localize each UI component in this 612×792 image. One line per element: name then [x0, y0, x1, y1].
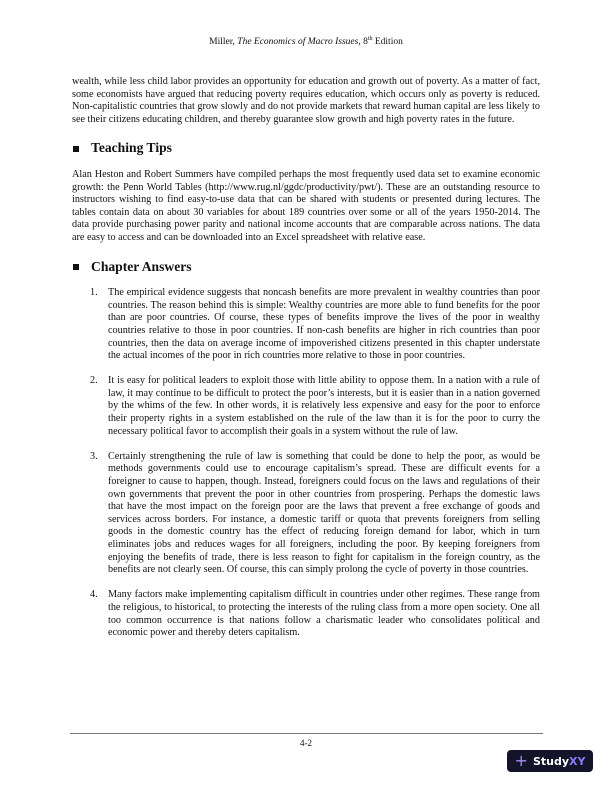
- answer-number: 1.: [90, 287, 98, 299]
- header-edition-sup: th: [367, 36, 373, 42]
- page-content: [72, 76, 540, 652]
- answer-number: 4.: [90, 589, 98, 601]
- page-number: 4-2: [300, 738, 312, 748]
- header-author: Miller,: [209, 37, 238, 48]
- intro-paragraph: wealth, while less child labor provides an opportunity for education and growth out of poverty. As a matter of fact, some economists have argued that reducing poverty requires education, which occurs only as poverty is reduced. Non-capitalistic countries that grow slowly and do not provide markets that reward human capital are less likely to see their citizens educating children, and thereby guarantee slow growth and high poverty rates in the future.: [72, 76, 540, 125]
- header-edition-suffix: Edition: [372, 37, 403, 48]
- square-bullet-icon: [73, 146, 79, 152]
- answer-number: 2.: [90, 375, 98, 387]
- answer-item: [72, 375, 540, 438]
- answer-text: Certainly strengthening the rule of law is something that could be done to help the poor, as would be methods governments could use to encourage capitalism’s spread. These are difficult events for a foreigner to cause to happen, though. Instead, foreigners could focus on the laws and regulations of their own governments that prevent the poor in other countries from prospering. Perhaps the domestic laws that have the most impact on the foreign poor are the laws that prevent a free exchange of goods and services across borders. For instance, a domestic tariff or quota that prevents foreigners from selling goods in the domestic country has the effect of reducing foreign demand for labor, which in turn eliminates jobs and reduces wages for all foreigners, including the poor. By keeping foreigners from enjoying the benefits of trade, there is less reason to fight for capitalism in the foreign country, as the benefits are not clearly seen. Of course, this can simply prolong the cycle of poverty in those countries.: [108, 450, 540, 576]
- teaching-tips-heading: [72, 142, 540, 155]
- footer-divider: [70, 733, 543, 734]
- answer-text: Many factors make implementing capitalism difficult in countries under other regimes. These range from the religious, to historical, to protecting the interests of the ruling class from a more open society. One all too common occurrence is that nations follow a charismatic leader who consolidates political and economic power and thereby deters capitalism.: [108, 589, 540, 639]
- header-edition-prefix: , 8: [358, 37, 368, 48]
- badge-label-accent: XY: [569, 754, 586, 768]
- running-header: [0, 36, 612, 47]
- badge-label-main: Study: [532, 754, 569, 768]
- chapter-answers-list: [72, 287, 540, 640]
- chapter-answers-heading: [72, 258, 540, 274]
- answer-item: [72, 287, 540, 363]
- square-bullet-icon: [73, 264, 79, 270]
- studyxy-badge[interactable]: [507, 750, 593, 772]
- plus-icon: +: [514, 751, 528, 770]
- teaching-tips-title: Teaching Tips: [91, 140, 172, 156]
- answer-text: The empirical evidence suggests that noncash benefits are more prevalent in wealthy countries than poor countries. The reason behind this is simple: Wealthy countries are more able to fund benefits for the poor than are poor countries. Of course, these types of benefits improve the lives of the poor in wealthy countries relative to those in poor countries. If non-cash benefits are higher in rich countries than poor countries, then the data on average income of impoverished citizens presented in this chapter understate the actual incomes of the poor in rich countries more relative to those in poor countries.: [108, 287, 540, 362]
- answer-item: [72, 451, 540, 577]
- answer-item: [72, 589, 540, 639]
- header-book-title: The Economics of Macro Issues: [237, 37, 359, 48]
- answer-text: It is easy for political leaders to exploit those with little ability to oppose them. In a nation with a rule of law, it may continue to be difficult to protect the poor’s interests, but it is easier than in a nation governed by the whims of the few. In other words, it is relatively less expensive and easy for the poor to enforce their property rights in a system established on the rule of the law than it is for the poor to curry the necessary political favor to accomplish their goals in a system without the rule of law.: [108, 375, 540, 437]
- answer-number: 3.: [90, 450, 98, 462]
- teaching-tips-body: Alan Heston and Robert Summers have compiled perhaps the most frequently used data set to examine economic growth: the Penn World Tables (http://www.rug.nl/ggdc/productivity/pwt/). These are an outstanding resource to instructors wishing to find easy-to-use data that can be shared with students or presented during lectures. The tables contain data on about 30 variables for about 189 countries over some or all of the years 1950-2014. The data provide purchasing power parity and national income accounts that are comparable across nations. The data are easy to access and can be downloaded into an Excel spreadsheet with relative ease.: [72, 168, 540, 243]
- chapter-answers-title: Chapter Answers: [91, 258, 192, 274]
